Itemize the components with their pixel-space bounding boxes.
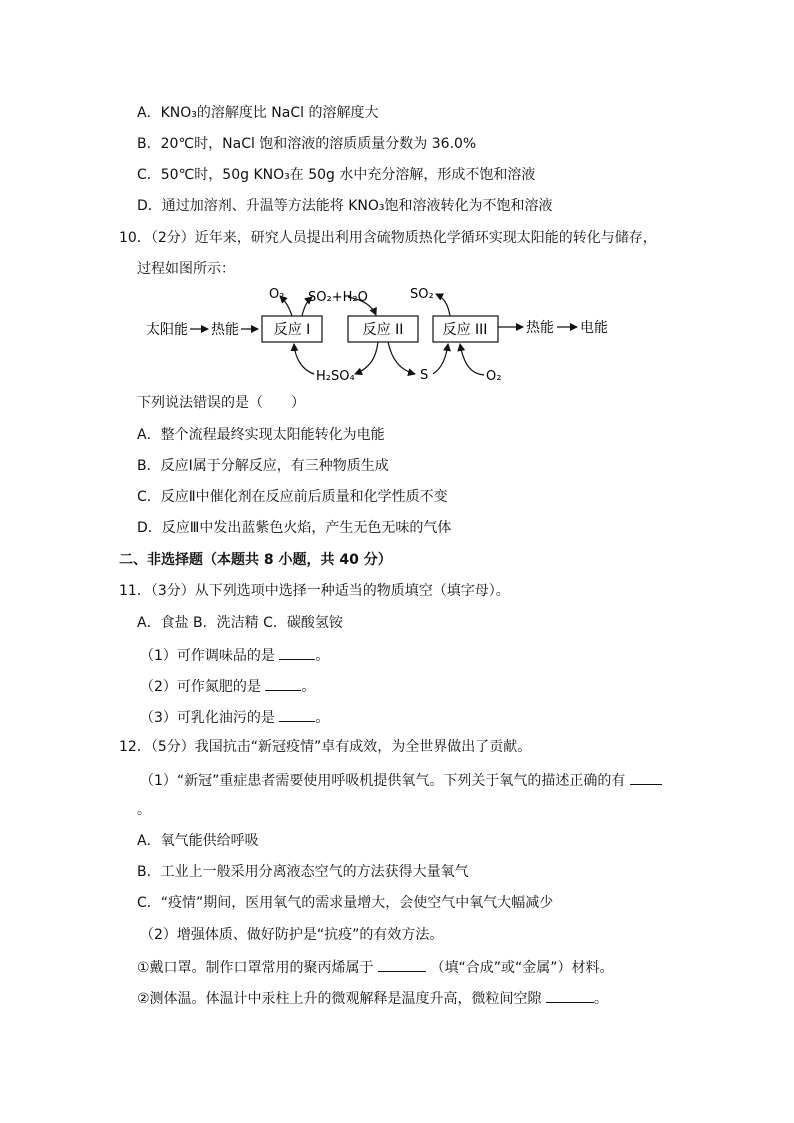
q9-option-d: D．通过加溶剂、升温等方法能将 KNO₃饱和溶液转化为不饱和溶液	[137, 198, 553, 214]
q12-option-a: A．氧气能供给呼吸	[137, 833, 259, 849]
arrow-o2-to-reaction3	[460, 344, 484, 375]
q11-part-3-text: （3）可乳化油污的是	[140, 710, 275, 726]
o2-bottom-label: O₂	[486, 369, 502, 384]
q12-part-1-end: 。	[137, 802, 151, 818]
q11-stem: 11．（3分）从下列选项中选择一种适当的物质填空（填字母）。	[119, 583, 510, 599]
solar-energy-label: 太阳能	[146, 322, 188, 338]
q11-part-1	[140, 645, 329, 665]
heat-energy-out-label: 热能	[526, 320, 554, 336]
reaction-3-label: 反应 III	[442, 322, 488, 338]
q12-sub-1-text-end: （填“合成”或“金属”）材料。	[430, 960, 614, 976]
q11-options: A．食盐 B．洗洁精 C．碳酸氢铵	[137, 615, 343, 631]
q11-part-1-end: 。	[315, 648, 330, 664]
q10-option-a: A．整个流程最终实现太阳能转化为电能	[137, 427, 385, 443]
q11-part-2	[140, 676, 315, 696]
q10-option-b: B．反应Ⅰ属于分解反应，有三种物质生成	[137, 458, 389, 474]
arrow-reaction3-to-so2	[436, 294, 450, 316]
q10-stem: 10．（2分）近年来，研究人员提出利用含硫物质热化学循环实现太阳能的转化与储存，	[119, 230, 657, 246]
q12-part-1-text: （1）“新冠”重症患者需要使用呼吸机提供氧气。下列关于氧气的描述正确的有	[140, 773, 626, 789]
o2-top-label: O₂	[269, 287, 285, 302]
q10-option-d: D．反应Ⅲ中发出蓝紫色火焰，产生无色无味的气体	[137, 520, 452, 536]
arrow-h2so4-to-reaction1	[294, 344, 314, 374]
q11-part-1-blank[interactable]	[279, 645, 315, 660]
q12-sub-2-end: 。	[594, 991, 609, 1007]
arrow-reaction2-to-h2so4	[355, 342, 378, 374]
arrow-s-to-reaction3	[433, 344, 448, 374]
q11-part-3-blank[interactable]	[279, 707, 315, 722]
q9-option-b: B．20℃时，NaCl 饱和溶液的溶质质量分数为 36.0%	[137, 136, 477, 152]
reaction-2-label: 反应 II	[362, 322, 404, 338]
q12-sub-1-text: ①戴口罩。制作口罩常用的聚丙烯属于	[137, 960, 374, 976]
q12-part-2: （2）增强体质、做好防护是“抗疫”的有效方法。	[140, 927, 444, 943]
q10-stem-cont: 过程如图所示：	[137, 261, 235, 277]
arrow-reaction2-to-s	[388, 342, 415, 374]
q10-process-diagram	[130, 282, 650, 388]
q12-option-c: C．“疫情”期间，医用氧气的需求量增大，会使空气中氧气大幅减少	[137, 895, 554, 911]
reaction-1-label: 反应 I	[273, 322, 311, 338]
so2-top-label: SO₂	[410, 287, 434, 302]
q12-part-1-blank[interactable]	[630, 770, 662, 785]
q9-option-a: A．KNO₃的溶解度比 NaCl 的溶解度大	[137, 105, 379, 121]
q11-part-2-text: （2）可作氮肥的是	[140, 679, 261, 695]
q12-sub-2	[137, 988, 608, 1008]
so2-h2o-label: SO₂+H₂O	[308, 290, 368, 305]
h2so4-label: H₂SO₄	[316, 369, 355, 384]
q12-part-1	[140, 770, 662, 790]
q10-option-c: C．反应Ⅱ中催化剂在反应前后质量和化学性质不变	[137, 489, 448, 505]
q11-part-1-text: （1）可作调味品的是	[140, 648, 275, 664]
q12-sub-2-text: ②测体温。体温计中汞柱上升的微观解释是温度升高，微粒间空隙	[137, 991, 542, 1007]
q9-option-c: C．50℃时，50g KNO₃在 50g 水中充分溶解，形成不饱和溶液	[137, 167, 536, 183]
s-label: S	[420, 368, 429, 383]
q11-part-2-blank[interactable]	[265, 676, 301, 691]
q11-part-3-end: 。	[315, 710, 330, 726]
q12-stem: 12．（5分）我国抗击“新冠疫情”卓有成效，为全世界做出了贡献。	[119, 739, 532, 755]
q12-option-b: B．工业上一般采用分离液态空气的方法获得大量氧气	[137, 864, 469, 880]
q11-part-3	[140, 707, 329, 727]
electric-energy-label: 电能	[580, 320, 608, 336]
q12-sub-1	[137, 957, 613, 977]
q10-question: 下列说法错误的是（ ）	[137, 395, 305, 411]
section-2-heading: 二、非选择题（本题共 8 小题，共 40 分）	[119, 552, 392, 568]
q11-part-2-end: 。	[301, 679, 316, 695]
q12-sub-1-blank[interactable]	[378, 957, 426, 972]
q12-sub-2-blank[interactable]	[546, 988, 594, 1003]
heat-energy-in-label: 热能	[211, 322, 239, 338]
